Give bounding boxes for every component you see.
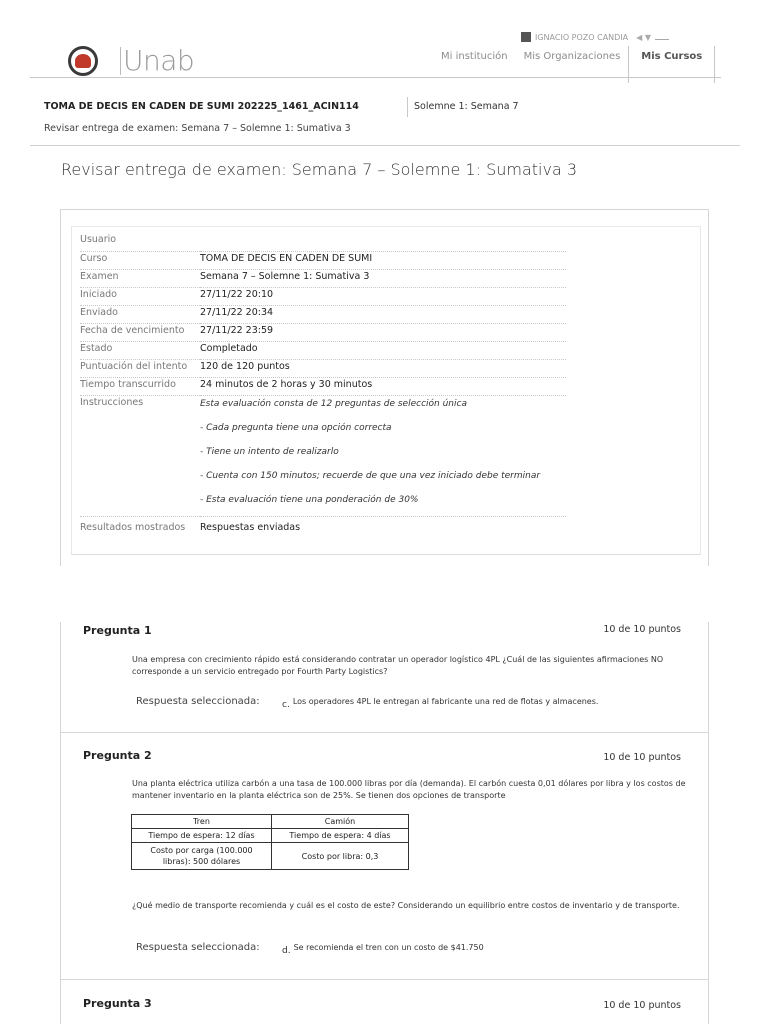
breadcrumb-course[interactable]: TOMA DE DECIS EN CADEN DE SUMI 202225_1461_ACIN114: [44, 101, 359, 112]
breadcrumb-divider: [30, 145, 740, 146]
breadcrumb-current: Revisar entrega de examen: Semana 7 – Solemne 1: Sumativa 3: [44, 123, 351, 134]
question-points: 10 de 10 puntos: [603, 624, 681, 635]
summary-row-usuario: [80, 233, 566, 251]
page-title: Revisar entrega de examen: Semana 7 – Solemne 1: Sumativa 3: [61, 160, 578, 179]
breadcrumb: [44, 101, 744, 134]
attempt-summary-card: [60, 209, 709, 566]
summary-value: Respuestas enviadas: [200, 521, 301, 533]
instructions-block: [200, 395, 566, 516]
answer-text: Se recomienda el tren con un costo de $41.750: [293, 943, 484, 952]
instruction-line: - Esta evaluación tiene una ponderación de 30%: [200, 494, 419, 505]
transport-options-table: [131, 814, 409, 870]
user-menu[interactable]: [521, 32, 669, 42]
summary-value: 27/11/22 23:59: [200, 323, 566, 341]
summary-label: Fecha de vencimiento: [80, 323, 200, 341]
instruction-line: Esta evaluación consta de 12 preguntas de selección única: [200, 398, 467, 409]
table-header-tren: Tren: [132, 815, 272, 829]
table-row: [132, 829, 409, 843]
summary-row-resultados: [80, 516, 566, 535]
breadcrumb-separator: [407, 97, 408, 117]
summary-label: Enviado: [80, 305, 200, 323]
question-title: Pregunta 1: [83, 624, 152, 637]
summary-value: Completado: [200, 341, 566, 359]
summary-row-vencimiento: [80, 323, 566, 341]
instruction-line: - Cuenta con 150 minutos; recuerde de que una vez iniciado debe terminar: [200, 470, 541, 481]
instruction-line: - Tiene un intento de realizarlo: [200, 446, 339, 457]
summary-value: 27/11/22 20:34: [200, 305, 566, 323]
selected-answer-label: Respuesta seleccionada:: [136, 696, 260, 707]
attempt-summary-table: [80, 233, 566, 535]
summary-value: 27/11/22 20:10: [200, 287, 566, 305]
summary-value: Semana 7 – Solemne 1: Sumativa 3: [200, 269, 566, 287]
answer-letter: d.: [282, 946, 291, 956]
main-nav: [433, 46, 715, 68]
question-text: Una empresa con crecimiento rápido está considerando contratar un operador logístico 4PL ¿Cuál de las siguientes afirmaciones NO corresponde a un servicio entregado por Fourth Party Logistics?: [132, 655, 664, 676]
summary-row-curso: [80, 251, 566, 269]
summary-label: Resultados mostrados: [80, 521, 186, 533]
header-divider: [30, 77, 721, 78]
user-avatar-icon: [521, 32, 531, 42]
top-header: [0, 0, 768, 80]
question-points: 10 de 10 puntos: [603, 1000, 681, 1011]
summary-row-iniciado: [80, 287, 566, 305]
tab-mi-institucion[interactable]: Mi institución: [441, 51, 508, 62]
summary-value: 120 de 120 puntos: [200, 359, 566, 377]
table-cell: Tiempo de espera: 12 días: [132, 829, 272, 843]
table-row: [132, 843, 409, 870]
table-cell: Costo por carga (100.000 libras): 500 dólares: [132, 843, 272, 870]
summary-label: Examen: [80, 269, 200, 287]
summary-label: Iniciado: [80, 287, 200, 305]
summary-row-puntuacion: [80, 359, 566, 377]
question-divider: [61, 979, 708, 980]
question-title: Pregunta 3: [83, 997, 152, 1010]
summary-label: Puntuación del intento: [80, 359, 200, 377]
question-text: Una planta eléctrica utiliza carbón a una tasa de 100.000 libras por día (demanda). El carbón cuesta 0,01 dólares por libra y los costos de mantener inventario en la planta eléctrica son de 25%. Se tienen dos opciones de transporte: [132, 779, 686, 800]
breadcrumb-section[interactable]: Solemne 1: Semana 7: [414, 101, 519, 112]
table-cell: Costo por libra: 0,3: [272, 843, 409, 870]
logo-text: Unab: [123, 44, 195, 77]
question-title: Pregunta 2: [83, 749, 152, 762]
summary-label: Curso: [80, 251, 200, 269]
summary-label: Usuario: [80, 233, 200, 251]
unab-seal-icon: [68, 46, 98, 76]
unab-logo[interactable]: [68, 46, 194, 76]
summary-value: TOMA DE DECIS EN CADEN DE SUMI: [200, 251, 566, 269]
transport-table-header: [132, 815, 409, 829]
tab-mis-cursos[interactable]: Mis Cursos: [628, 46, 715, 83]
summary-row-enviado: [80, 305, 566, 323]
tab-mis-organizaciones[interactable]: Mis Organizaciones: [523, 51, 621, 62]
table-header-camion: Camión: [272, 815, 409, 829]
summary-row-examen: [80, 269, 566, 287]
logo-divider: [120, 47, 121, 75]
answer-text: Los operadores 4PL le entregan al fabricante una red de flotas y almacenes.: [292, 697, 599, 706]
summary-label: Instrucciones: [80, 395, 200, 516]
instruction-line: - Cada pregunta tiene una opción correcta: [200, 422, 392, 433]
summary-value: 24 minutos de 2 horas y 30 minutos: [200, 377, 566, 395]
summary-row-tiempo: [80, 377, 566, 395]
summary-row-instrucciones: [80, 395, 566, 516]
question-divider: [61, 732, 708, 733]
user-menu-arrows-icon[interactable]: ◀ ▼: [636, 32, 651, 42]
user-menu-underline: [655, 34, 669, 40]
summary-row-estado: [80, 341, 566, 359]
summary-value: [200, 233, 566, 251]
question-text-continued: ¿Qué medio de transporte recomienda y cuál es el costo de este? Considerando un equilibrio entre costos de inventario y de transporte.: [132, 901, 680, 910]
attempt-summary-panel: [71, 226, 701, 555]
selected-answer-label: Respuesta seleccionada:: [136, 942, 260, 953]
table-cell: Tiempo de espera: 4 días: [272, 829, 409, 843]
summary-label: Estado: [80, 341, 200, 359]
answer-letter: c.: [282, 700, 290, 710]
summary-label: Tiempo transcurrido: [80, 377, 200, 395]
question-points: 10 de 10 puntos: [603, 752, 681, 763]
user-name[interactable]: IGNACIO POZO CANDIA: [535, 32, 629, 42]
selected-answer: [136, 942, 484, 956]
selected-answer: [136, 696, 599, 710]
